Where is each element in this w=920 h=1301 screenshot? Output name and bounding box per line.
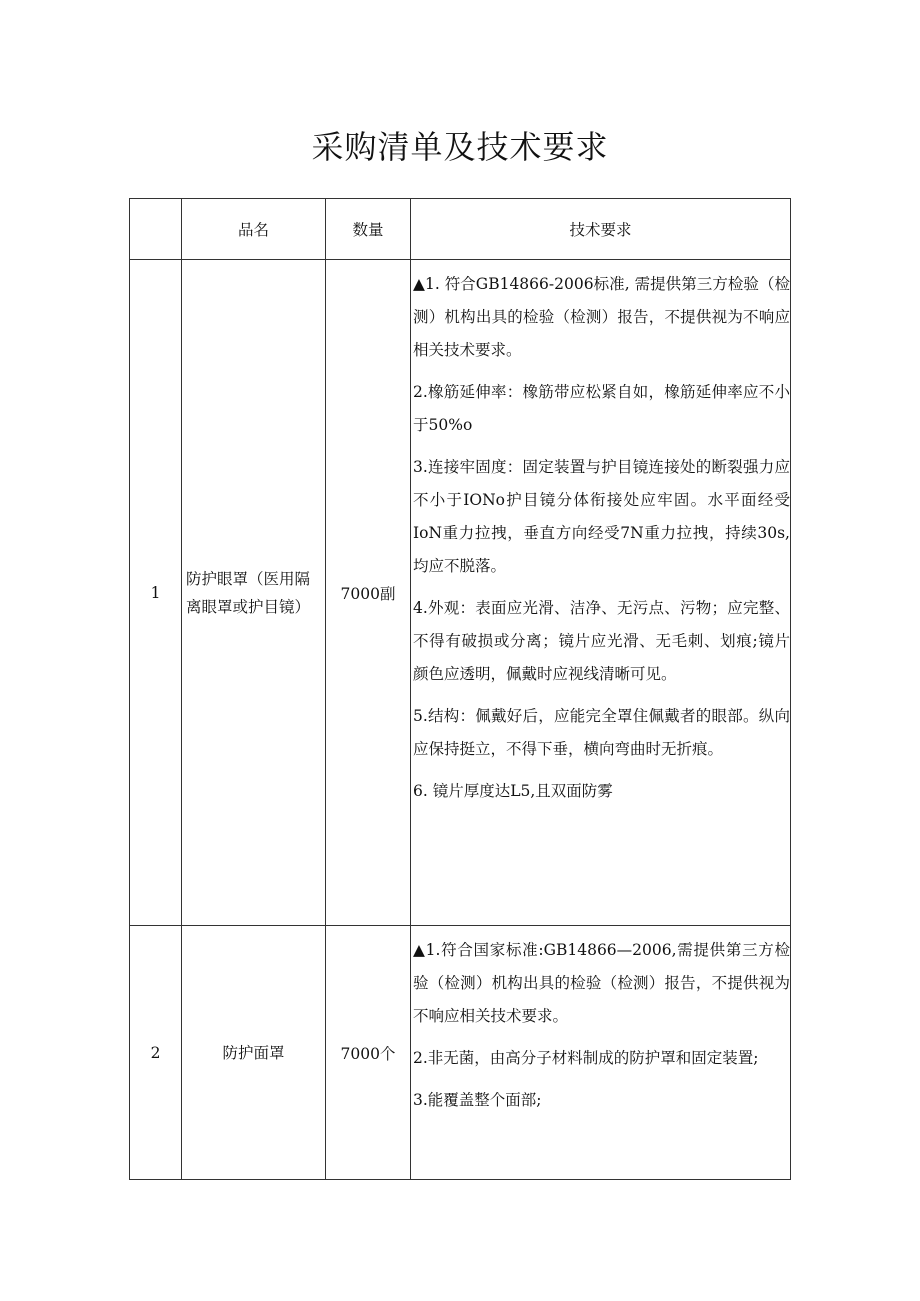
requirement-item: 2.橡筋延伸率：橡筋带应松紧自如，橡筋延伸率应不小于50%o [413,383,790,434]
row-name-cell [182,260,326,926]
requirement-item: 6. 镜片厚度达L5,且双面防雾 [413,782,613,800]
procurement-table [129,198,791,1180]
requirement-item: 3.连接牢固度：固定装置与护目镜连接处的断裂强力应不小于IONo护目镜分体衔接处应牢固。水平面经受IoN重力拉拽，垂直方向经受7N重力拉拽，持续30s,均应不脱落。 [413,458,790,575]
header-name: 品名 [182,199,326,260]
requirement-item: 2.非无菌，由高分子材料制成的防护罩和固定装置; [413,1049,759,1067]
header-requirements: 技术要求 [411,199,791,260]
row-name-cell [182,926,326,1180]
table-row [130,926,791,1180]
row-requirements [411,926,791,1180]
table-header-row [130,199,791,260]
requirement-item: 5.结构：佩戴好后，应能完全罩住佩戴者的眼部。纵向应保持挺立，不得下垂，横向弯曲时无折痕。 [413,707,790,758]
row-name: 防护面罩 [222,1043,285,1062]
row-index: 2 [130,926,182,1180]
requirement-item: ▲1. 符合GB14866-2006标准, 需提供第三方检验（检测）机构出具的检验（检测）报告，不提供视为不响应相关技术要求。 [413,275,790,359]
row-qty: 7000副 [326,260,411,926]
row-requirements [411,260,791,926]
requirement-item: ▲1.符合国家标准:GB14866—2006,需提供第三方检验（检测）机构出具的检验（检测）报告，不提供视为不响应相关技术要求。 [413,941,790,1025]
page-title: 采购清单及技术要求 [311,128,609,166]
header-qty: 数量 [326,199,411,260]
header-index [130,199,182,260]
row-qty: 7000个 [326,926,411,1180]
row-name: 防护眼罩（医用隔离眼罩或护目镜） [186,569,311,616]
row-index: 1 [130,260,182,926]
requirement-item: 3.能覆盖整个面部; [413,1091,542,1109]
table-row [130,260,791,926]
requirement-item: 4.外观：表面应光滑、洁净、无污点、污物；应完整、不得有破损或分离；镜片应光滑、无毛刺、划痕;镜片颜色应透明，佩戴时应视线清晰可见。 [413,599,790,683]
